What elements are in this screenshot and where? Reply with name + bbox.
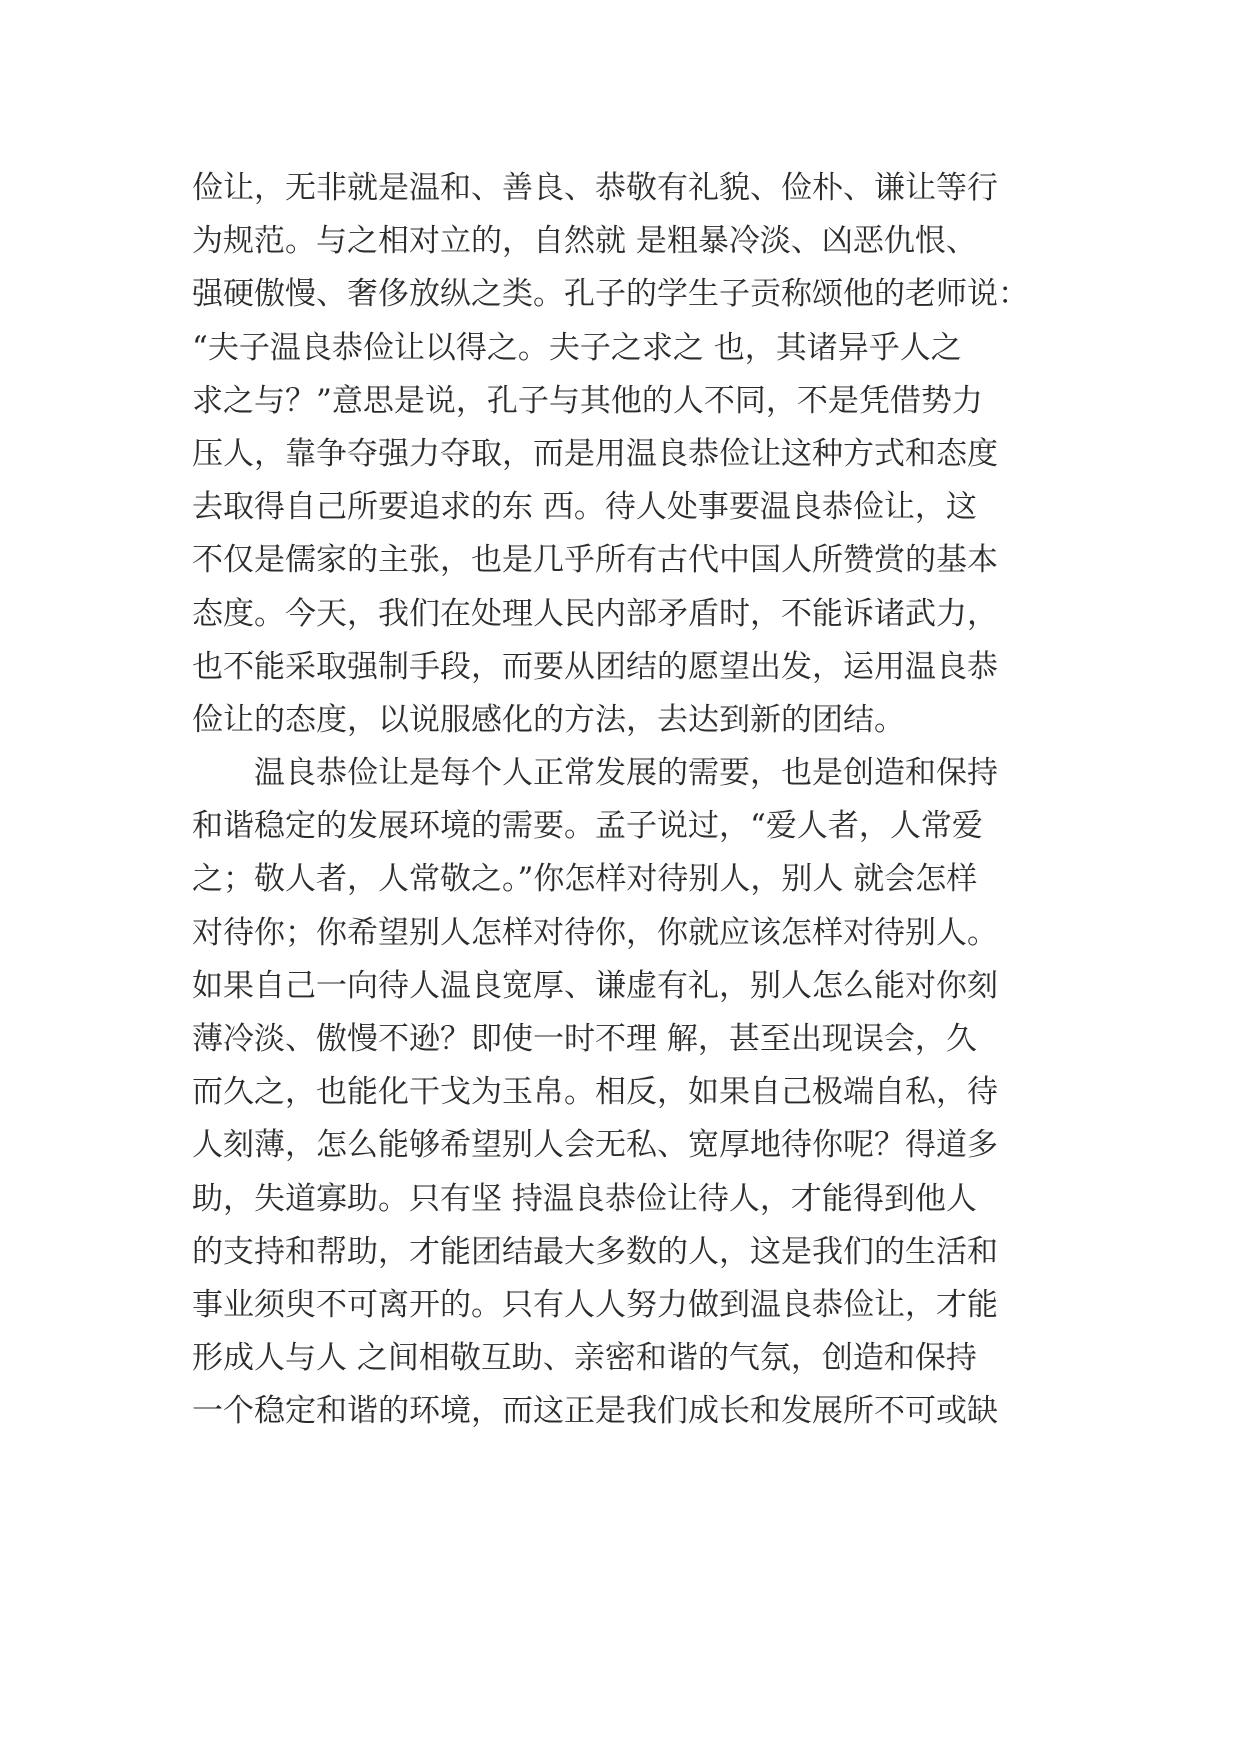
text-line: 和谐稳定的发展环境的需要。孟子说过，“爱人者，人常爱	[192, 808, 983, 845]
text-line: 俭让，无非就是温和、善良、恭敬有礼貌、俭朴、谦让等行	[192, 170, 998, 206]
text-line: 压人，靠争夺强力夺取，而是用温良恭俭让这种方式和态度	[192, 435, 998, 472]
text-line: 助，失道寡助。只有坚 持温良恭俭让待人，才能得到他人	[192, 1180, 977, 1217]
text-line: 对待你；你希望别人怎样对待你，你就应该怎样对待别人。	[192, 914, 998, 951]
text-line: 温良恭俭让是每个人正常发展的需要，也是创造和保持	[192, 755, 998, 792]
text-line: 为规范。与之相对立的，自然就 是粗暴冷淡、凶恶仇恨、	[192, 223, 977, 260]
text-line: “夫子温良恭俭让以得之。夫子之求之 也，其诸异乎人之	[192, 329, 962, 366]
text-line: 而久之，也能化干戈为玉帛。相反，如果自己极端自私，待	[192, 1074, 998, 1111]
text-line: 态度。今天，我们在处理人民内部矛盾时，不能诉诸武力，	[192, 595, 998, 632]
text-line: 薄冷淡、傲慢不逊？即使一时不理 解，甚至出现误会，久	[192, 1021, 977, 1057]
text-line: 强硬傲慢、奢侈放纵之类。孔子的学生子贡称颂他的老师说：	[192, 276, 1029, 313]
text-line: 俭让的态度，以说服感化的方法，去达到新的团结。	[192, 701, 905, 738]
text-line: 的支持和帮助，才能团结最大多数的人，这是我们的生活和	[192, 1233, 998, 1270]
text-line: 之；敬人者，人常敬之。”你怎样对待别人，别人 就会怎样	[192, 861, 978, 898]
text-line: 不仅是儒家的主张，也是几乎所有古代中国人所赞赏的基本	[192, 542, 998, 579]
text-line: 一个稳定和谐的环境，而这正是我们成长和发展所不可或缺	[192, 1393, 998, 1430]
text-line: 去取得自己所要追求的东 西。待人处事要温良恭俭让，这	[192, 489, 977, 526]
text-line: 事业须臾不可离开的。只有人人努力做到温良恭俭让，才能	[192, 1286, 998, 1323]
body-text	[192, 162, 1092, 1439]
text-line: 也不能采取强制手段，而要从团结的愿望出发，运用温良恭	[192, 648, 998, 685]
text-line: 如果自己一向待人温良宽厚、谦虚有礼，别人怎么能对你刻	[192, 967, 998, 1004]
text-line: 求之与？”意思是说，孔子与其他的人不同，不是凭借势力	[192, 382, 983, 419]
text-line: 人刻薄，怎么能够希望别人会无私、宽厚地待你呢？得道多	[192, 1127, 998, 1164]
text-line: 形成人与人 之间相敬互助、亲密和谐的气氛，创造和保持	[192, 1340, 977, 1377]
